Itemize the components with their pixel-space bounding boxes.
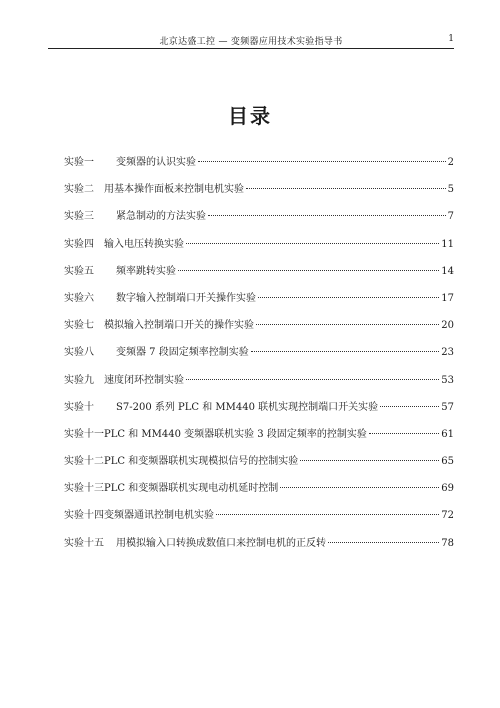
toc-entry-number: 实验九 bbox=[64, 374, 94, 386]
toc-entry-page: 20 bbox=[441, 320, 454, 332]
toc-dot-leader bbox=[208, 215, 446, 216]
toc-entry-number: 实验十一 bbox=[64, 428, 104, 440]
toc-entry[interactable] bbox=[64, 428, 454, 455]
toc-dot-leader bbox=[198, 161, 446, 162]
toc-entry-number: 实验十五 bbox=[64, 537, 104, 549]
toc-entry-number: 实验八 bbox=[64, 347, 94, 359]
toc-dot-leader bbox=[328, 542, 439, 543]
toc-entry-number: 实验十二 bbox=[64, 456, 104, 468]
toc-entry-number: 实验七 bbox=[64, 320, 94, 332]
toc-entry-number: 实验十三 bbox=[64, 483, 104, 495]
header-title: 北京达盛工控 — 变频器应用技术实验指导书 bbox=[159, 37, 343, 47]
toc-entry-page: 14 bbox=[441, 265, 454, 277]
toc-dot-leader bbox=[258, 297, 439, 298]
toc-entry[interactable] bbox=[64, 401, 454, 428]
toc-entry-page: 57 bbox=[441, 401, 454, 413]
toc-entry[interactable] bbox=[64, 210, 454, 237]
toc-entry-number: 实验一 bbox=[64, 157, 94, 168]
toc-entry-title: PLC 和变频器联机实现模拟信号的控制实验 bbox=[104, 456, 299, 468]
toc-entry-title: 模拟输入控制端口开关的操作实验 bbox=[104, 320, 254, 332]
toc-dot-leader bbox=[369, 433, 439, 434]
toc-entry-page: 23 bbox=[441, 347, 454, 359]
toc-entry-title: 变频器的认识实验 bbox=[116, 157, 196, 168]
toc-entry-title: 变频器通讯控制电机实验 bbox=[104, 510, 214, 522]
toc-entry-title: PLC 和 MM440 变频器联机实验 3 段固定频率的控制实验 bbox=[104, 428, 367, 440]
toc-entry-page: 7 bbox=[447, 211, 454, 223]
toc-entry[interactable] bbox=[64, 374, 454, 401]
toc-entry-title: 输入电压转换实验 bbox=[104, 238, 184, 250]
toc-dot-leader bbox=[216, 514, 439, 515]
toc-entry-number: 实验四 bbox=[64, 238, 94, 250]
toc-entry-page: 69 bbox=[441, 483, 454, 495]
toc-entry-title: 变频器 7 段固定频率控制实验 bbox=[116, 347, 249, 359]
toc-entry[interactable] bbox=[64, 319, 454, 346]
toc-entry-title: 数字输入控制端口开关操作实验 bbox=[116, 292, 256, 304]
toc-entry[interactable] bbox=[64, 537, 454, 564]
toc-entry-page: 78 bbox=[441, 537, 454, 549]
toc-entry[interactable] bbox=[64, 238, 454, 265]
table-of-contents bbox=[64, 156, 454, 564]
toc-entry-page: 11 bbox=[441, 238, 454, 250]
toc-entry-number: 实验五 bbox=[64, 265, 94, 277]
toc-entry[interactable] bbox=[64, 482, 454, 509]
toc-dot-leader bbox=[251, 351, 440, 352]
toc-entry-number: 实验三 bbox=[64, 211, 94, 223]
header-page-number: 1 bbox=[448, 34, 454, 44]
toc-entry-title: 用模拟输入口转换成数值口来控制电机的正反转 bbox=[116, 537, 326, 549]
toc-entry-number: 实验二 bbox=[64, 184, 94, 196]
toc-entry-title: S7-200 系列 PLC 和 MM440 联机实现控制端口开关实验 bbox=[116, 401, 379, 413]
toc-entry-page: 2 bbox=[447, 157, 454, 168]
toc-entry[interactable] bbox=[64, 156, 454, 183]
toc-entry-title: 紧急制动的方法实验 bbox=[116, 211, 206, 223]
toc-entry-number: 实验十 bbox=[64, 401, 94, 413]
toc-dot-leader bbox=[186, 243, 439, 244]
toc-entry-title: 速度闭环控制实验 bbox=[104, 374, 184, 386]
toc-entry-page: 72 bbox=[441, 510, 454, 522]
toc-dot-leader bbox=[300, 460, 439, 461]
toc-dot-leader bbox=[380, 406, 439, 407]
toc-entry-page: 5 bbox=[447, 184, 454, 196]
toc-dot-leader bbox=[256, 324, 439, 325]
toc-entry[interactable] bbox=[64, 346, 454, 373]
toc-entry-number: 实验十四 bbox=[64, 510, 104, 522]
toc-entry-page: 65 bbox=[441, 456, 454, 468]
toc-entry-title: 用基本操作面板来控制电机实验 bbox=[104, 184, 244, 196]
toc-entry[interactable] bbox=[64, 455, 454, 482]
toc-dot-leader bbox=[280, 487, 439, 488]
toc-dot-leader bbox=[246, 188, 446, 189]
toc-entry[interactable] bbox=[64, 183, 454, 210]
toc-entry-number: 实验六 bbox=[64, 292, 94, 304]
toc-entry[interactable] bbox=[64, 265, 454, 292]
toc-entry-title: 频率跳转实验 bbox=[116, 265, 176, 277]
toc-entry-page: 17 bbox=[441, 292, 454, 304]
page-header bbox=[48, 32, 454, 49]
toc-entry-page: 53 bbox=[441, 374, 454, 386]
toc-entry[interactable] bbox=[64, 292, 454, 319]
toc-dot-leader bbox=[178, 270, 439, 271]
toc-entry[interactable] bbox=[64, 509, 454, 536]
toc-entry-title: PLC 和变频器联机实现电动机延时控制 bbox=[104, 483, 279, 495]
toc-dot-leader bbox=[186, 379, 439, 380]
toc-title: 目录 bbox=[228, 104, 272, 128]
toc-entry-page: 61 bbox=[441, 428, 454, 440]
